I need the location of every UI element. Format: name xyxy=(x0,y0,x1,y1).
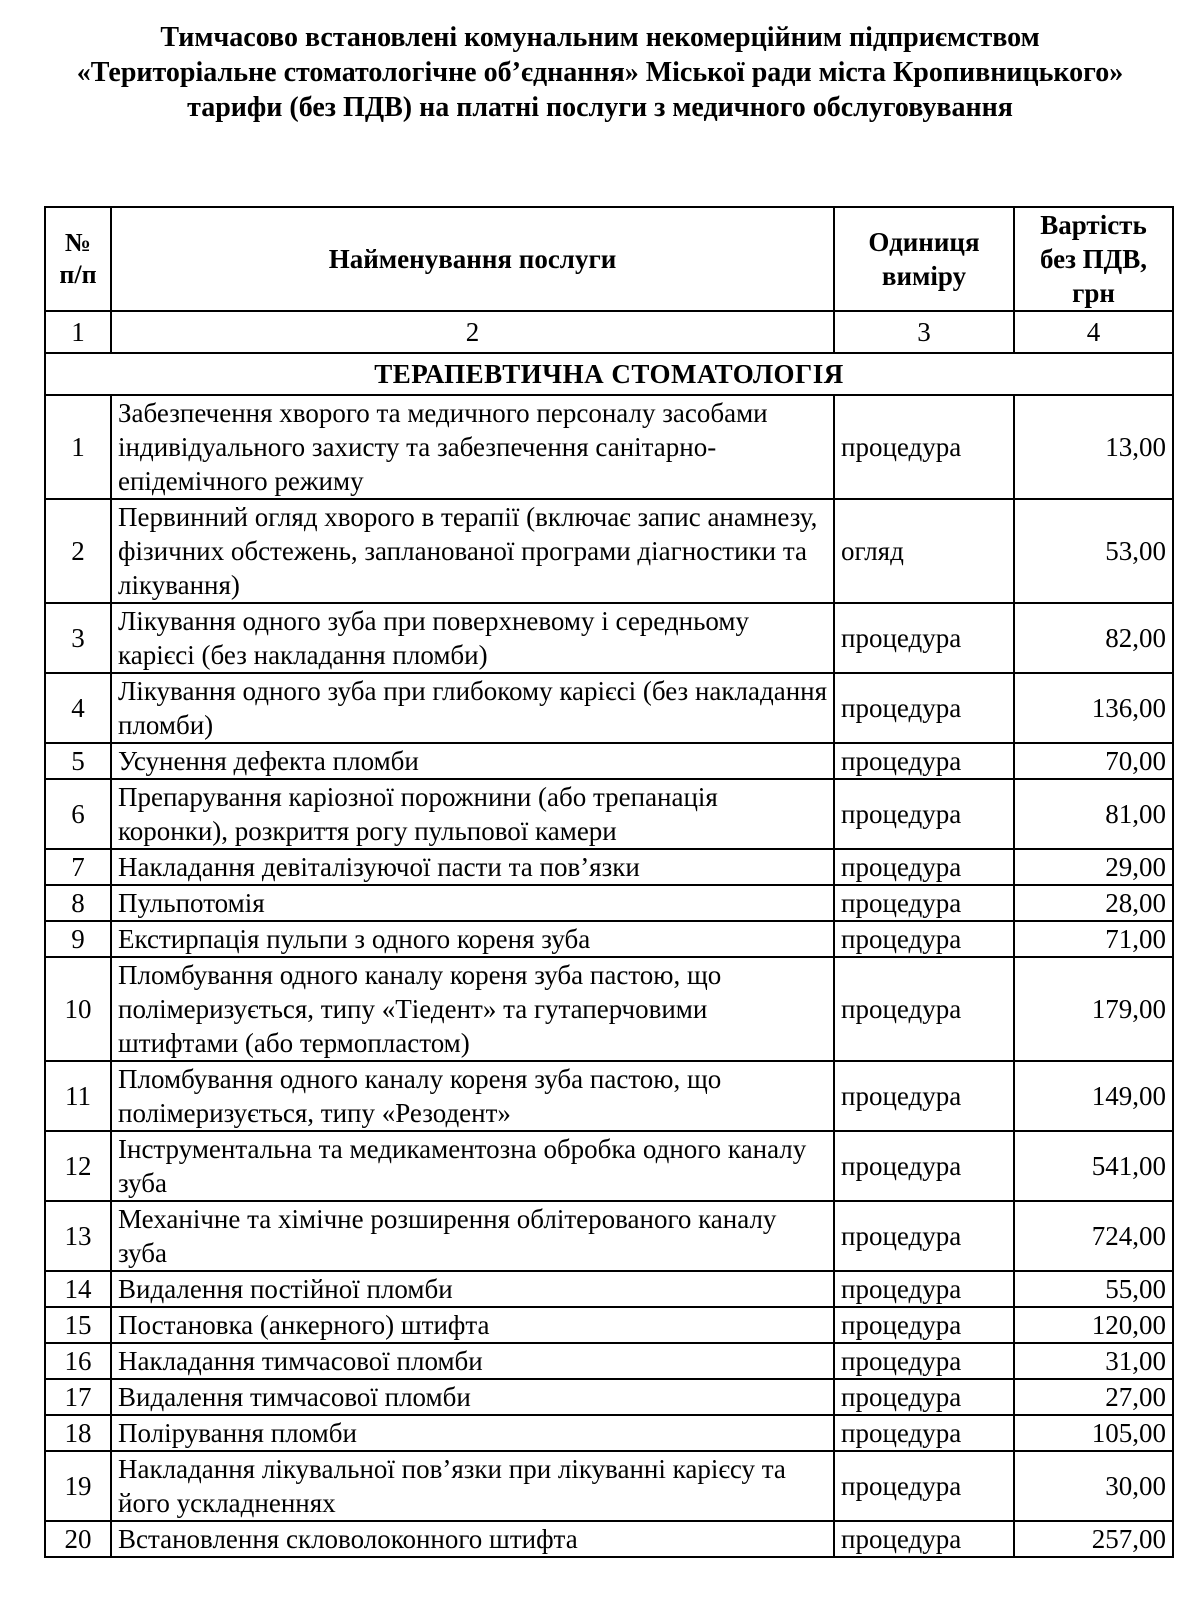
row-price: 81,00 xyxy=(1014,779,1173,849)
row-price: 29,00 xyxy=(1014,849,1173,885)
table-row xyxy=(45,603,1173,673)
row-number: 1 xyxy=(45,395,111,499)
row-number: 10 xyxy=(45,957,111,1061)
row-service-name: Накладання девіталізуючої пасти та пов’язки xyxy=(111,849,834,885)
row-service-name: Накладання лікувальної пов’язки при лікуванні карієсу та його ускладненнях xyxy=(111,1451,834,1521)
row-service-name: Постановка (анкерного) штифта xyxy=(111,1307,834,1343)
row-service-name: Механічне та хімічне розширення облітерованого каналу зуба xyxy=(111,1201,834,1271)
col-header-price: Вартість без ПДВ, грн xyxy=(1014,207,1173,311)
header-row xyxy=(45,207,1173,311)
row-number: 19 xyxy=(45,1451,111,1521)
col-header-service-name: Найменування послуги xyxy=(111,207,834,311)
row-unit: процедура xyxy=(834,1343,1014,1379)
row-unit: процедура xyxy=(834,1061,1014,1131)
row-price: 71,00 xyxy=(1014,921,1173,957)
column-index-row xyxy=(45,311,1173,353)
row-service-name: Лікування одного зуба при глибокому карієсі (без накладання пломби) xyxy=(111,673,834,743)
row-unit: процедура xyxy=(834,1379,1014,1415)
row-number: 11 xyxy=(45,1061,111,1131)
row-price: 27,00 xyxy=(1014,1379,1173,1415)
row-unit: процедура xyxy=(834,779,1014,849)
table-row xyxy=(45,849,1173,885)
table-row xyxy=(45,395,1173,499)
col-header-number: № п/п xyxy=(45,207,111,311)
table-row xyxy=(45,1379,1173,1415)
table-row xyxy=(45,921,1173,957)
row-number: 14 xyxy=(45,1271,111,1307)
row-unit: процедура xyxy=(834,1451,1014,1521)
row-price: 28,00 xyxy=(1014,885,1173,921)
col-header-unit: Одиниця виміру xyxy=(834,207,1014,311)
section-title: ТЕРАПЕВТИЧНА СТОМАТОЛОГІЯ xyxy=(45,353,1173,395)
row-number: 2 xyxy=(45,499,111,603)
row-number: 4 xyxy=(45,673,111,743)
row-price: 70,00 xyxy=(1014,743,1173,779)
row-service-name: Видалення постійної пломби xyxy=(111,1271,834,1307)
row-number: 6 xyxy=(45,779,111,849)
table-row xyxy=(45,885,1173,921)
table-row xyxy=(45,1131,1173,1201)
row-number: 15 xyxy=(45,1307,111,1343)
row-service-name: Препарування каріозної порожнини (або трепанація коронки), розкриття рогу пульпової камери xyxy=(111,779,834,849)
row-number: 20 xyxy=(45,1521,111,1557)
row-unit: процедура xyxy=(834,921,1014,957)
row-service-name: Забезпечення хворого та медичного персоналу засобами індивідуального захисту та забезпечення санітарно-епідемічного режиму xyxy=(111,395,834,499)
table-row xyxy=(45,1061,1173,1131)
column-index-cell: 1 xyxy=(45,311,111,353)
row-price: 120,00 xyxy=(1014,1307,1173,1343)
row-price: 149,00 xyxy=(1014,1061,1173,1131)
row-service-name: Пломбування одного каналу кореня зуба пастою, що полімеризується, типу «Тіедент» та гутаперчовими штифтами (або термопластом) xyxy=(111,957,834,1061)
row-price: 136,00 xyxy=(1014,673,1173,743)
row-service-name: Встановлення скловолоконного штифта xyxy=(111,1521,834,1557)
table-row xyxy=(45,957,1173,1061)
row-service-name: Інструментальна та медикаментозна обробка одного каналу зуба xyxy=(111,1131,834,1201)
row-number: 7 xyxy=(45,849,111,885)
table-row xyxy=(45,743,1173,779)
row-unit: процедура xyxy=(834,673,1014,743)
row-price: 257,00 xyxy=(1014,1521,1173,1557)
table-row xyxy=(45,1451,1173,1521)
row-unit: процедура xyxy=(834,885,1014,921)
tariff-table xyxy=(44,206,1174,1558)
row-unit: процедура xyxy=(834,1131,1014,1201)
table-body xyxy=(45,395,1173,1557)
row-price: 53,00 xyxy=(1014,499,1173,603)
row-service-name: Лікування одного зуба при поверхневому і середньому карієсі (без накладання пломби) xyxy=(111,603,834,673)
row-price: 31,00 xyxy=(1014,1343,1173,1379)
row-price: 724,00 xyxy=(1014,1201,1173,1271)
row-service-name: Екстирпація пульпи з одного кореня зуба xyxy=(111,921,834,957)
row-service-name: Усунення дефекта пломби xyxy=(111,743,834,779)
row-unit: процедура xyxy=(834,743,1014,779)
row-number: 3 xyxy=(45,603,111,673)
row-number: 5 xyxy=(45,743,111,779)
row-unit: процедура xyxy=(834,1201,1014,1271)
row-unit: процедура xyxy=(834,1271,1014,1307)
row-unit: процедура xyxy=(834,395,1014,499)
table-row xyxy=(45,673,1173,743)
row-price: 105,00 xyxy=(1014,1415,1173,1451)
row-number: 8 xyxy=(45,885,111,921)
row-unit: процедура xyxy=(834,1521,1014,1557)
row-unit: процедура xyxy=(834,957,1014,1061)
row-unit: процедура xyxy=(834,849,1014,885)
row-price: 541,00 xyxy=(1014,1131,1173,1201)
row-price: 13,00 xyxy=(1014,395,1173,499)
row-service-name: Видалення тимчасової пломби xyxy=(111,1379,834,1415)
row-number: 13 xyxy=(45,1201,111,1271)
table-row xyxy=(45,1307,1173,1343)
table-row xyxy=(45,779,1173,849)
row-service-name: Первинний огляд хворого в терапії (включає запис анамнезу, фізичних обстежень, запланованої програми діагностики та лікування) xyxy=(111,499,834,603)
row-price: 82,00 xyxy=(1014,603,1173,673)
document-title: Тимчасово встановлені комунальним некомерційним підприємством «Територіальне стоматологічне об’єднання» Міської ради міста Кропивницького» тарифи (без ПДВ) на платні послуги з медичного обслуговування xyxy=(76,22,1124,123)
table-row xyxy=(45,1415,1173,1451)
table-row xyxy=(45,1271,1173,1307)
row-service-name: Пульпотомія xyxy=(111,885,834,921)
row-unit: процедура xyxy=(834,1307,1014,1343)
row-service-name: Пломбування одного каналу кореня зуба пастою, що полімеризується, типу «Резодент» xyxy=(111,1061,834,1131)
row-unit: процедура xyxy=(834,1415,1014,1451)
row-number: 12 xyxy=(45,1131,111,1201)
table-row xyxy=(45,1521,1173,1557)
row-service-name: Полірування пломби xyxy=(111,1415,834,1451)
table-row xyxy=(45,1343,1173,1379)
table-row xyxy=(45,1201,1173,1271)
row-price: 179,00 xyxy=(1014,957,1173,1061)
column-index-cell: 3 xyxy=(834,311,1014,353)
row-unit: процедура xyxy=(834,603,1014,673)
row-unit: огляд xyxy=(834,499,1014,603)
column-index-cell: 2 xyxy=(111,311,834,353)
section-row xyxy=(45,353,1173,395)
row-number: 16 xyxy=(45,1343,111,1379)
table-row xyxy=(45,499,1173,603)
row-service-name: Накладання тимчасової пломби xyxy=(111,1343,834,1379)
row-number: 18 xyxy=(45,1415,111,1451)
row-price: 55,00 xyxy=(1014,1271,1173,1307)
row-number: 9 xyxy=(45,921,111,957)
row-number: 17 xyxy=(45,1379,111,1415)
row-price: 30,00 xyxy=(1014,1451,1173,1521)
column-index-cell: 4 xyxy=(1014,311,1173,353)
